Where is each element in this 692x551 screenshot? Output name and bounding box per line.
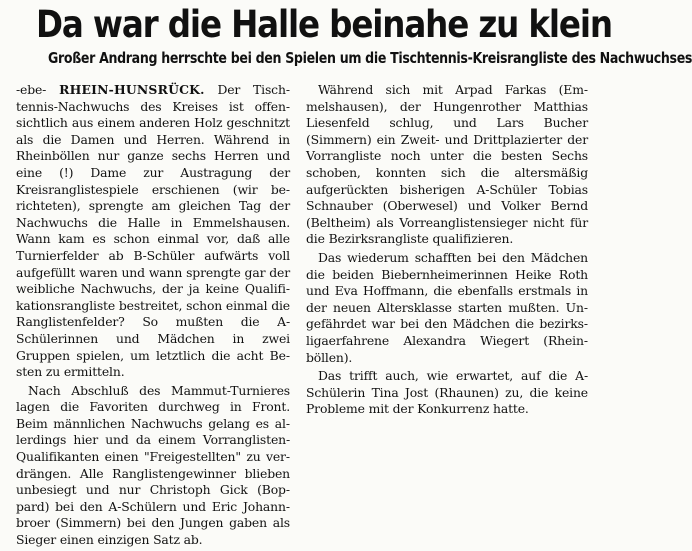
headline: Da war die Halle beinahe zu klein <box>36 3 612 46</box>
article-column-right <box>306 82 588 420</box>
byline: -ebe- <box>16 82 47 97</box>
paragraph-1 <box>16 82 290 381</box>
subheadline: Großer Andrang herrschte bei den Spielen um die Tischtennis-Kreisrangliste des Nachwuchses <box>48 49 692 67</box>
paragraph-1-text: Der Tischtennis-Nachwuchs des Kreises ist offensichtlich aus einem anderen Holz geschnitzt als die Damen und Herren. Während in Rheinböllen nur ganze sechs Herren und eine (!) Dame zur Austragung der Kreisranglistespiele erschienen (wir berichteten), sprengte am gleichen Tag der Nachwuchs die Halle in Emmelshausen. Wann kam es schon einmal vor, daß alle Turnierfelder ab B-Schüler aufwärts voll aufgefüllt waren und wann sprengte gar der weibliche Nachwuchs, der ja keine Qualifikationsrangliste bestreitet, schon einmal die Ranglistenfelder? So mußten die A-Schülerinnen und Mädchen in zwei Gruppen spielen, um letztlich die acht Besten zu ermitteln. <box>16 82 290 380</box>
article-column-left <box>16 82 290 551</box>
paragraph-5: Das trifft auch, wie erwartet, auf die A-Schülerin Tina Jost (Rhaunen) zu, die keine Probleme mit der Konkurrenz hatte. <box>306 368 588 417</box>
dateline: RHEIN-HUNSRÜCK. <box>59 82 205 97</box>
paragraph-3: Während sich mit Arpad Farkas (Emmelshausen), der Hungenrother Matthias Liesenfeld schlug, und Lars Bucher (Simmern) ein Zweit- und Drittplazierter der Vorrangliste noch unter die besten Sechs schoben, konnten sich die altersmäßig aufgerückten bisherigen A-Schüler Tobias Schnauber (Oberwesel) und Volker Bernd (Beltheim) als Vorreanglistensieger nicht für die Bezirksrangliste qualifizieren. <box>306 82 588 247</box>
paragraph-4: Das wiederum schafften bei den Mädchen die beiden Biebernheimerinnen Heike Roth und Eva Hoffmann, die ebenfalls erstmals in der neuen Altersklasse starten mußten. Ungefährdet war bei den Mädchen die bezirksligaerfahrene Alexandra Wiegert (Rheinböllen). <box>306 249 588 365</box>
paragraph-2: Nach Abschluß des Mammut-Turnieres lagen die Favoriten durchweg in Front. Beim männlichen Nachwuchs gelang es allerdings hier und da einem Vorranglisten-Qualifikanten einen "Freigestellten" zu verdrängen. Alle Ranglistengewinner blieben unbesiegt und nur Christoph Gick (Boppard) bei den A-Schülern und Eric Johannbroer (Simmern) bei den Jungen gaben als Sieger einen einzigen Satz ab. <box>16 382 290 548</box>
